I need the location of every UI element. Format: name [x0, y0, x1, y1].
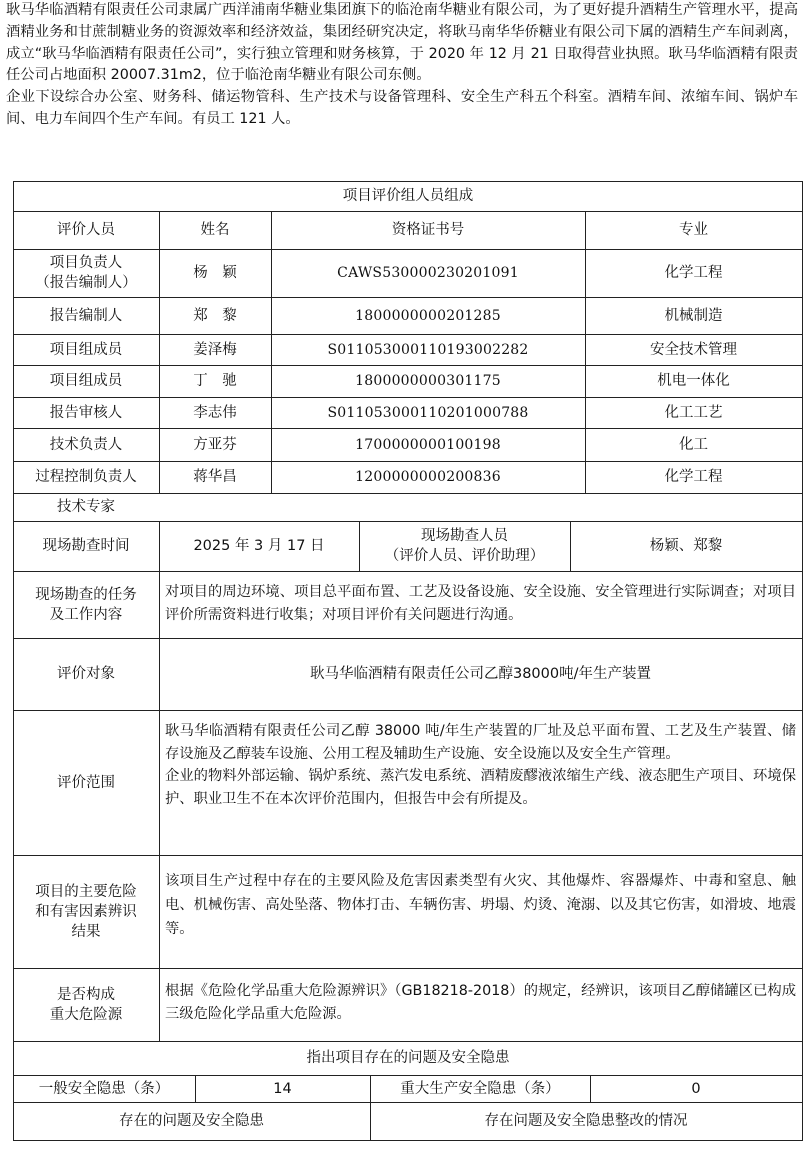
table-row-cert: 1800000000301175	[355, 373, 501, 389]
technical-experts-label: 技术专家	[57, 499, 115, 515]
scope-paragraph-1: 耿马华临酒精有限责任公司乙醇 38000 吨/年生产装置的厂址及总平面布置、工艺及生产装置、储存设施及乙醇装车设施、公用工程及辅助生产设施、安全设施以及安全生产管理。	[165, 723, 796, 762]
table-row-major: 化工	[679, 436, 708, 453]
hazard-label-line: 结果	[71, 923, 101, 940]
table-row-major: 机械制造	[664, 307, 723, 324]
rectification-column-header: 存在问题及安全隐患整改的情况	[484, 1113, 688, 1129]
table-row-cert: 1800000000201285	[355, 307, 501, 324]
major-hazard-count: 0	[691, 1080, 701, 1097]
survey-date: 2025 年 3 月 17 日	[193, 538, 325, 554]
hazard-content: 该项目生产过程中存在的主要风险及危害因素类型有火灾、其他爆炸、容器爆炸、中毒和窒息、触电、机械伤害、高处坠落、物体打击、车辆伤害、坍塌、灼烫、淹溺、以及其它伤害，如滑坡、地震等。	[165, 873, 796, 937]
table-row-name: 蒋华昌	[193, 469, 237, 485]
survey-staff-label	[359, 521, 570, 571]
table-row-cert: 1200000000200836	[355, 469, 501, 485]
survey-task-label-line: 现场勘查的任务	[35, 586, 137, 603]
table-row-cert: S011053000110201000788	[327, 404, 529, 421]
major-hazard-count-label: 重大生产安全隐患（条）	[400, 1080, 560, 1097]
survey-time-label: 现场勘查时间	[42, 538, 130, 554]
major-hazard-label-line: 重大危险源	[49, 1006, 123, 1023]
general-hazard-count: 14	[273, 1080, 292, 1097]
hazard-label	[13, 855, 159, 968]
survey-task-content: 对项目的周边环境、项目总平面布置、工艺及设备设施、安全设施、安全管理进行实际调查；对项目评价所需资料进行收集；对项目评价有关问题进行沟通。	[165, 584, 796, 623]
intro-paragraph-2: 企业下设综合办公室、财务科、储运物管科、生产技术与设备管理科、安全生产科五个科室。酒精车间、浓缩车间、锅炉车间、电力车间四个生产车间。有员工 121 人。	[6, 89, 798, 127]
table-row-cert: 1700000000100198	[355, 436, 501, 453]
table-row-name: 姜泽梅	[193, 341, 237, 358]
survey-task-label	[13, 571, 159, 638]
evaluation-object-label: 评价对象	[57, 666, 115, 682]
major-hazard-content: 根据《危险化学品重大危险源辨识》（GB18218-2018）的规定，经辨识，该项目乙醇储罐区已构成三级危险化学品重大危险源。	[165, 983, 796, 1022]
hazard-label-line: 和有害因素辨识	[35, 903, 137, 920]
header-major: 专业	[679, 222, 708, 238]
evaluation-scope-content	[159, 710, 802, 855]
role-line: 项目负责人	[49, 255, 123, 271]
issues-column-header: 存在的问题及安全隐患	[119, 1113, 264, 1129]
table-row-major: 化学工程	[664, 469, 723, 485]
header-name: 姓名	[200, 222, 230, 238]
intro-paragraph-1: 耿马华临酒精有限责任公司隶属广西洋浦南华糖业集团旗下的临沧南华糖业有限公司，为了更好提升酒精生产管理水平，提高酒精业务和甘蔗制糖业务的资源效率和经济效益，集团经研究决定，将耿马南华华侨糖业有限公司下属的酒精生产车间剥离，成立“耿马华临酒精有限责任公司”，实行独立管理和财务核算，于 2020 年 12 月 21 日取得营业执照。耿马华临酒精有限责任公司占地面积 20007.31m2，位于临沧南华糖业有限公司东侧。	[6, 2, 798, 84]
table-row-name: 杨 颖	[193, 265, 237, 281]
survey-staff: 杨颖、郑黎	[649, 538, 723, 554]
table-row-cert: S011053000110193002282	[327, 341, 529, 358]
table-row-role: 报告编制人	[49, 307, 123, 324]
table-row-cert: CAWS530000230201091	[337, 265, 519, 281]
table-row-role: 过程控制负责人	[35, 469, 137, 485]
table-row-role: 项目组成员	[49, 341, 123, 358]
header-cert: 资格证书号	[391, 222, 465, 238]
table-row-role	[13, 249, 159, 297]
general-hazard-label: 一般安全隐患（条）	[38, 1080, 170, 1097]
survey-staff-label-line: （评价人员、评价助理）	[384, 548, 545, 564]
evaluation-object: 耿马华临酒精有限责任公司乙醇38000吨/年生产装置	[309, 666, 651, 682]
table-row-name: 郑 黎	[193, 307, 237, 324]
table-row-major: 安全技术管理	[650, 341, 737, 358]
major-hazard-label-line: 是否构成	[57, 986, 115, 1003]
role-line: （报告编制人）	[35, 275, 137, 291]
table-row-name: 李志伟	[193, 404, 237, 421]
hazard-label-line: 项目的主要危险	[35, 883, 137, 900]
table-row-role: 技术负责人	[49, 436, 123, 453]
header-role: 评价人员	[57, 222, 115, 238]
issues-section-title: 指出项目存在的问题及安全隐患	[306, 1050, 510, 1066]
scope-paragraph-2: 企业的物料外部运输、锅炉系统、蒸汽发电系统、酒精废醪液浓缩生产线、液态肥生产项目、环境保护、职业卫生不在本次评价范围内，但报告中会有所提及。	[165, 768, 796, 807]
table-row-name: 丁 驰	[193, 373, 237, 389]
survey-staff-label-line: 现场勘查人员	[421, 528, 508, 544]
table-row-major: 化工工艺	[664, 404, 723, 421]
table-row-major: 机电一体化	[657, 373, 730, 389]
team-section-title: 项目评价组人员组成	[342, 188, 474, 204]
table-row-role: 项目组成员	[49, 373, 123, 389]
table-row-name: 方亚芬	[193, 436, 237, 453]
table-row-major: 化学工程	[664, 265, 723, 281]
survey-task-label-line: 及工作内容	[49, 606, 123, 623]
table-row-role: 报告审核人	[49, 404, 123, 421]
major-hazard-label	[13, 968, 159, 1041]
evaluation-scope-label: 评价范围	[57, 774, 115, 791]
